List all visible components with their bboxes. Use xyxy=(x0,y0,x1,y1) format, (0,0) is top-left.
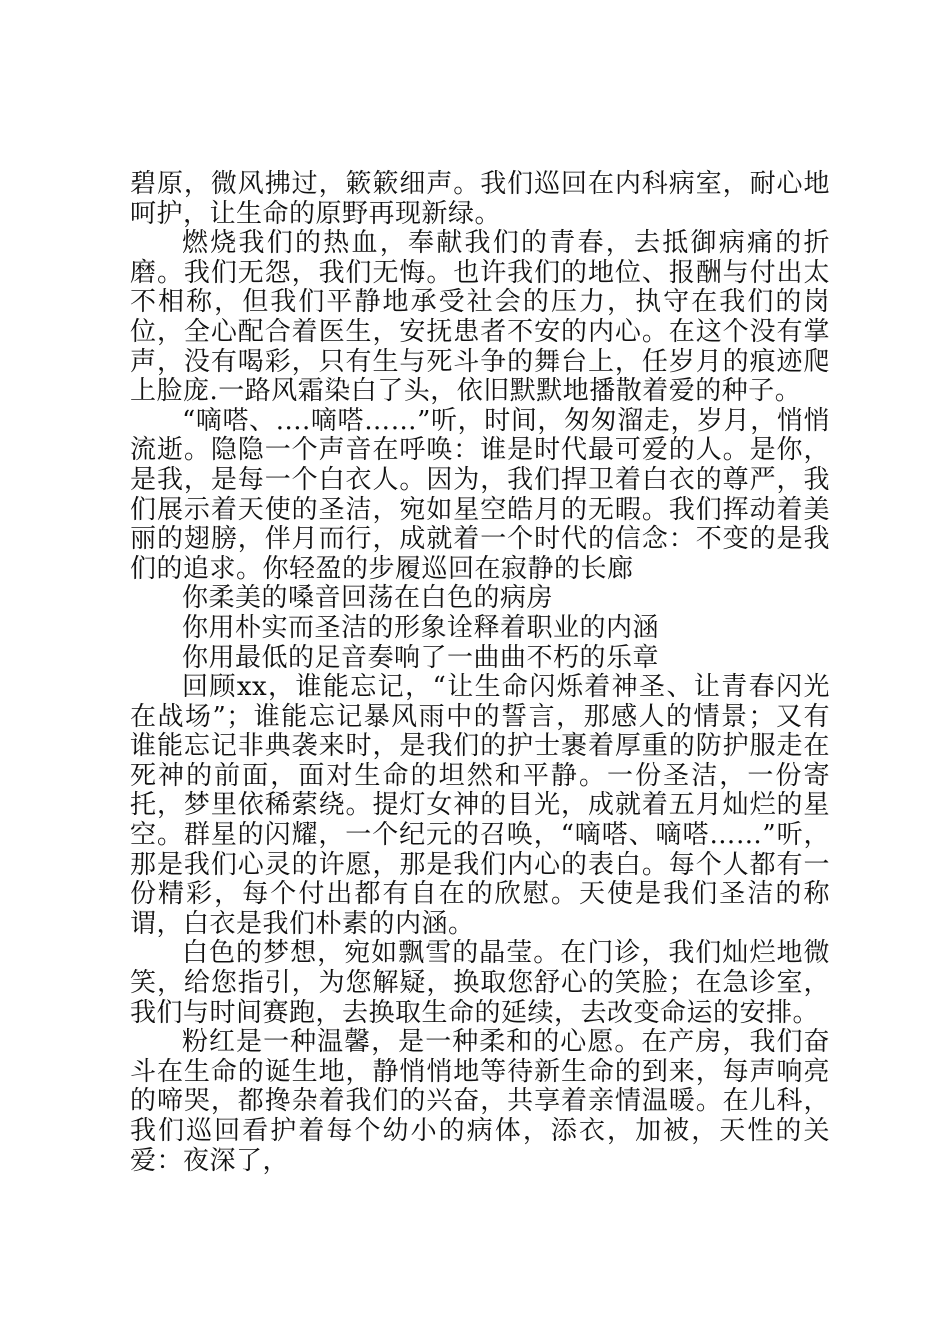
paragraph: “嘀嗒、....嘀嗒……”听，时间，匆匆溜走，岁月，悄悄流逝。隐隐一个声音在呼唤：谁是时代最可爱的人。是你，是我，是每一个白衣人。因为，我们捍卫着白衣的尊严，我们展示着天使的圣洁，宛如星空皓月的无暇。我们挥动着美丽的翅膀，伴月而行，成就着一个时代的信念：不变的是我们的追求。你轻盈的步履巡回在寂静的长廊 xyxy=(130,405,830,584)
paragraph: 燃烧我们的热血，奉献我们的青春，去抵御病痛的折磨。我们无怨，我们无悔。也许我们的地位、报酬与付出太不相称，但我们平静地承受社会的压力，执守在我们的岗位，全心配合着医生，安抚患者不安的内心。在这个没有掌声，没有喝彩，只有生与死斗争的舞台上，任岁月的痕迹爬上脸庞.一路风霜染白了头，依旧默默地播散着爱的种子。 xyxy=(130,228,830,407)
poem-line: 你用最低的足音奏响了一曲曲不朽的乐章 xyxy=(182,642,660,673)
document-body xyxy=(130,170,830,1176)
poem-line: 你用朴实而圣洁的形象诠释着职业的内涵 xyxy=(182,612,660,643)
paragraph-continued: 碧原，微风拂过，簌簌细声。我们巡回在内科病室，耐心地呵护，让生命的原野再现新绿。 xyxy=(130,169,830,229)
paragraph: 回顾xx，谁能忘记，“让生命闪烁着神圣、让青春闪光在战场”；谁能忘记暴风雨中的誓言，那感人的情景；又有谁能忘记非典袭来时，是我们的护士裹着厚重的防护服走在死神的前面，面对生命的坦然和平静。一份圣洁，一份寄托，梦里依稀萦绕。提灯女神的目光，成就着五月灿烂的星空。群星的闪耀，一个纪元的召唤，“嘀嗒、嘀嗒……”听，那是我们心灵的许愿，那是我们内心的表白。每个人都有一份精彩，每个付出都有自在的欣慰。天使是我们圣洁的称谓，白衣是我们朴素的内涵。 xyxy=(130,672,830,939)
paragraph: 粉红是一种温馨，是一种柔和的心愿。在产房，我们奋斗在生命的诞生地，静悄悄地等待新生命的到来，每声响亮的啼哭，都搀杂着我们的兴奋，共享着亲情温暖。在儿科，我们巡回看护着每个幼小的病体，添衣，加被，天性的关爱：夜深了， xyxy=(130,1027,830,1176)
paragraph: 白色的梦想，宛如飘雪的晶莹。在门诊，我们灿烂地微笑，给您指引，为您解疑，换取您舒心的笑脸；在急诊室，我们与时间赛跑，去换取生命的延续，去改变命运的安排。 xyxy=(130,938,830,1028)
poem-line: 你柔美的嗓音回荡在白色的病房 xyxy=(182,583,554,614)
